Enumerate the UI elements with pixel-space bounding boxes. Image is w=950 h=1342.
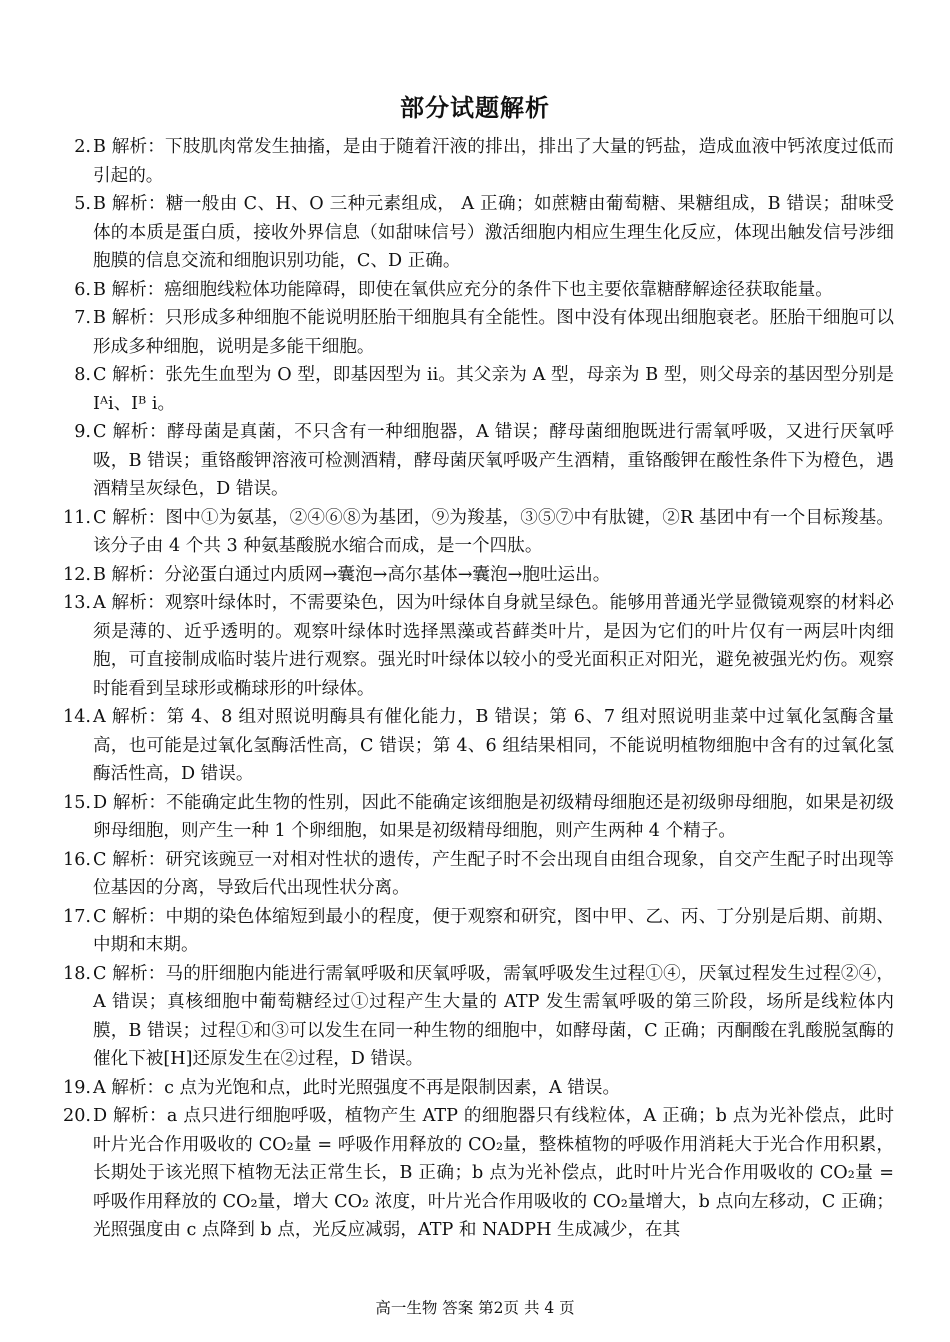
answer-item-2 <box>56 133 894 190</box>
answer-text: C 解析：张先生血型为 O 型，即基因型为 ii。其父亲为 A 型，母亲为 B 型，则父母亲的基因型分别是 Iᴬi、Iᴮ i。 <box>93 365 894 414</box>
question-number: 18. <box>63 963 91 984</box>
question-number: 5. <box>74 194 91 214</box>
answer-item-7 <box>56 304 894 361</box>
question-number: 14. <box>63 707 91 727</box>
answer-text: B 解析：糖一般由 C、H、O 三种元素组成， A 正确；如蔗糖由葡萄糖、果糖组成，B 错误；甜味受体的本质是蛋白质，接收外界信息（如甜味信号）激活细胞内相应生理生化反应，体现出触发信号涉细胞膜的信息交流和细胞识别功能，C、D 正确。 <box>93 194 894 271</box>
answer-text: A 解析：第 4、8 组对照说明酶具有催化能力，B 错误；第 6、7 组对照说明韭菜中过氧化氢酶含量高，也可能是过氧化氢酶活性高，C 错误；第 4、6 组结果相同，不能说明植物细胞中含有的过氧化氢酶活性高，D 错误。 <box>93 707 894 784</box>
question-number: 20. <box>63 1106 91 1126</box>
answer-text: C 解析：图中①为氨基，②④⑥⑧为基团，⑨为羧基，③⑤⑦中有肽键，②R 基团中有一个目标羧基。该分子由 4 个共 3 种氨基酸脱水缩合而成，是一个四肽。 <box>93 507 894 556</box>
question-number: 19. <box>63 1077 91 1098</box>
answer-item-8 <box>56 361 894 418</box>
question-number: 16. <box>63 849 91 870</box>
answer-list <box>56 133 894 1245</box>
question-number: 2. <box>74 137 91 157</box>
answer-text: C 解析：马的肝细胞内能进行需氧呼吸和厌氧呼吸，需氧呼吸发生过程①④，厌氧过程发生过程②④，A 错误；真核细胞中葡萄糖经过①过程产生大量的 ATP 发生需氧呼吸的第三阶段，场所是线粒体内膜，B 错误；过程①和③可以发生在同一种生物的细胞中，如酵母菌，C 正确；丙酮酸在乳酸脱氢酶的催化下被[H]还原发生在②过程，D 错误。 <box>93 963 894 1069</box>
answer-item-9 <box>56 418 894 504</box>
answer-text: A 解析：c 点为光饱和点，此时光照强度不再是限制因素，A 错误。 <box>93 1077 621 1098</box>
answer-item-15 <box>56 789 894 846</box>
page-title: 部分试题解析 <box>400 94 550 122</box>
answer-text: C 解析：酵母菌是真菌，不只含有一种细胞器，A 错误；酵母菌细胞既进行需氧呼吸，又进行厌氧呼吸，B 错误；重铬酸钾溶液可检测酒精，酵母菌厌氧呼吸产生酒精，重铬酸钾在酸性条件下为橙色，遇酒精呈灰绿色，D 错误。 <box>93 422 894 499</box>
answer-item-11 <box>56 504 894 561</box>
answer-item-5 <box>56 190 894 276</box>
answer-item-6 <box>56 276 894 305</box>
answer-text: C 解析：中期的染色体缩短到最小的程度，便于观察和研究，图中甲、乙、丙、丁分别是后期、前期、中期和末期。 <box>93 906 894 955</box>
question-number: 11. <box>63 507 91 528</box>
question-number: 8. <box>74 365 91 385</box>
answer-text: A 解析：观察叶绿体时，不需要染色，因为叶绿体自身就呈绿色。能够用普通光学显微镜观察的材料必须是薄的、近乎透明的。观察叶绿体时选择黑藻或苔藓类叶片，是因为它们的叶片仅有一两层叶肉细胞，可直接制成临时装片进行观察。强光时叶绿体以较小的受光面积正对阳光，避免被强光灼伤。观察时能看到呈球形或椭球形的叶绿体。 <box>93 593 894 699</box>
answer-item-12 <box>56 561 894 590</box>
question-number: 6. <box>74 279 91 300</box>
answer-text: B 解析：下肢肌肉常发生抽搐，是由于随着汗液的排出，排出了大量的钙盐，造成血液中钙浓度过低而引起的。 <box>93 137 894 186</box>
answer-text: D 解析：a 点只进行细胞呼吸，植物产生 ATP 的细胞器只有线粒体，A 正确；b 点为光补偿点，此时叶片光合作用吸收的 CO₂量 = 呼吸作用释放的 CO₂量，整株植物的呼吸作用消耗大于光合作用积累，长期处于该光照下植物无法正常生长，B 正确；b 点为光补偿点，此时叶片光合作用吸收的 CO₂量 = 呼吸作用释放的 CO₂量，增大 CO₂ 浓度，叶片光合作用吸收的 CO₂量增大，b 点向左移动，C 正确；光照强度由 c 点降到 b 点，光反应减弱，ATP 和 NADPH 生成减少，在其 <box>93 1106 894 1240</box>
page-footer: 高一生物 答案 第2页 共 4 页 <box>375 1299 575 1317</box>
question-number: 12. <box>63 564 91 585</box>
answer-item-18 <box>56 960 894 1074</box>
answer-item-13 <box>56 589 894 703</box>
answer-item-19 <box>56 1074 894 1103</box>
answer-item-16 <box>56 846 894 903</box>
question-number: 7. <box>74 308 91 328</box>
question-number: 15. <box>63 792 91 813</box>
question-number: 17. <box>63 906 91 927</box>
answer-item-17 <box>56 903 894 960</box>
question-number: 13. <box>63 593 91 613</box>
answer-text: B 解析：分泌蛋白通过内质网→囊泡→高尔基体→囊泡→胞吐运出。 <box>93 564 611 585</box>
answer-item-14 <box>56 703 894 789</box>
question-number: 9. <box>74 422 91 442</box>
answer-text: C 解析：研究该豌豆一对相对性状的遗传，产生配子时不会出现自由组合现象，自交产生配子时出现等位基因的分离，导致后代出现性状分离。 <box>93 849 894 898</box>
answer-text: D 解析：不能确定此生物的性别，因此不能确定该细胞是初级精母细胞还是初级卵母细胞，如果是初级卵母细胞，则产生一种 1 个卵细胞，如果是初级精母细胞，则产生两种 4 个精子。 <box>93 792 894 841</box>
answer-text: B 解析：只形成多种细胞不能说明胚胎干细胞具有全能性。图中没有体现出细胞衰老。胚胎干细胞可以形成多种细胞，说明是多能干细胞。 <box>93 308 894 357</box>
answer-text: B 解析：癌细胞线粒体功能障碍，即使在氧供应充分的条件下也主要依靠糖酵解途径获取能量。 <box>93 279 833 300</box>
answer-item-20 <box>56 1102 894 1245</box>
